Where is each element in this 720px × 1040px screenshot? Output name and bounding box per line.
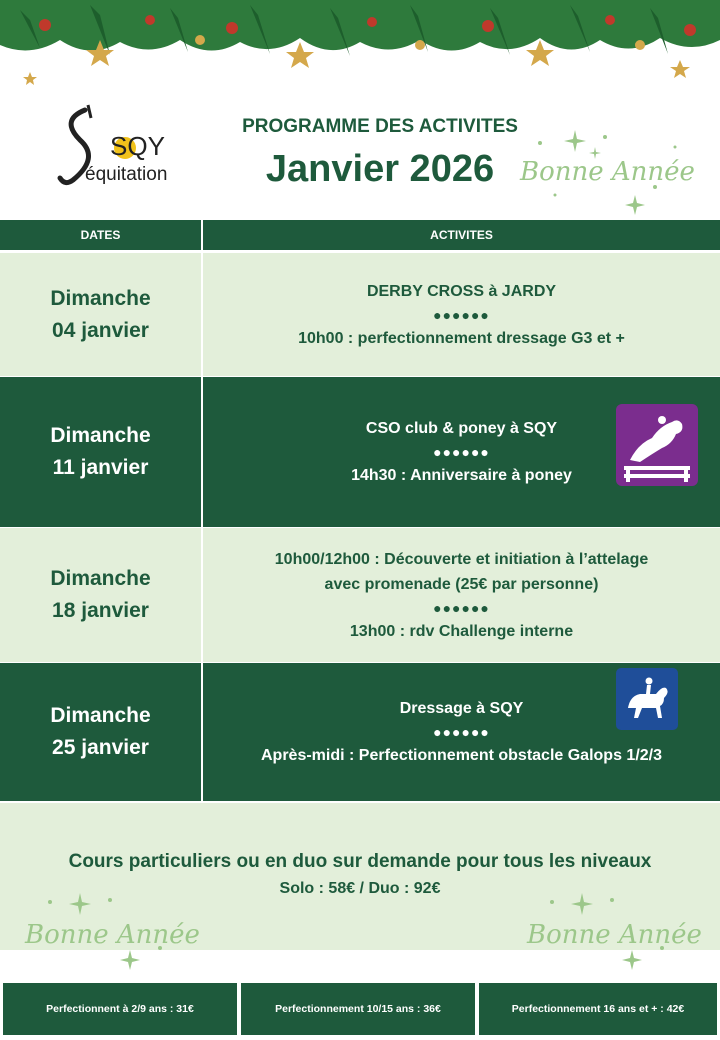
- header-dates: DATES: [0, 220, 201, 250]
- bonne-annee-greeting: [20, 888, 210, 978]
- dressage-icon: [616, 668, 678, 730]
- row-date: Dimanche 25 janvier: [50, 704, 151, 759]
- row-date: Dimanche 11 janvier: [50, 424, 151, 479]
- lesson-prices-text: Solo : 58€ / Duo : 92€: [279, 880, 441, 897]
- table-row: [0, 377, 720, 527]
- svg-text:Bonne Année: Bonne Année: [520, 157, 695, 187]
- month-title: Janvier 2026: [265, 148, 495, 190]
- table-row: [0, 528, 720, 662]
- row-date: Dimanche 04 janvier: [50, 286, 151, 342]
- table-row: [0, 663, 720, 801]
- row-activities: Dressage à SQY ●●●●●● Après-midi : Perfectionnement obstacle Galops 1/2/3: [261, 700, 662, 764]
- price-box-2-9: Perfectionnent à 2/9 ans : 31€: [2, 982, 238, 1036]
- row-activities: CSO club & poney à SQY ●●●●●● 14h30 : Anniversaire à poney: [351, 420, 572, 484]
- svg-text:équitation: équitation: [85, 164, 168, 185]
- row-activities: DERBY CROSS à JARDY ●●●●●● 10h00 : perfectionnement dressage G3 et +: [298, 282, 625, 347]
- private-lessons-text: Cours particuliers ou en duo sur demande pour tous les niveaux: [68, 851, 652, 872]
- row-activities: 10h00/12h00 : Découverte et initiation à l’attelage avec promenade (25€ par personne) ●●●●●● 13h00 : rdv Challenge interne: [274, 550, 649, 640]
- christmas-garland-decoration: [0, 0, 720, 92]
- bonne-annee-greeting: [522, 888, 712, 978]
- sqy-equitation-logo: [55, 100, 205, 195]
- svg-text:Bonne Année: Bonne Année: [527, 920, 702, 950]
- price-box-10-15: Perfectionnement 10/15 ans : 36€: [240, 982, 476, 1036]
- price-box-16-plus: Perfectionnement 16 ans et + : 42€: [478, 982, 718, 1036]
- show-jumping-icon: [616, 404, 698, 486]
- svg-text:SQY: SQY: [110, 131, 165, 161]
- header-activities: ACTIVITES: [203, 220, 720, 250]
- bonne-annee-greeting: [515, 125, 705, 215]
- row-date: Dimanche 18 janvier: [50, 567, 151, 622]
- programme-title: PROGRAMME DES ACTIVITES: [242, 116, 518, 137]
- svg-text:Bonne Année: Bonne Année: [25, 920, 200, 950]
- table-row: [0, 253, 720, 376]
